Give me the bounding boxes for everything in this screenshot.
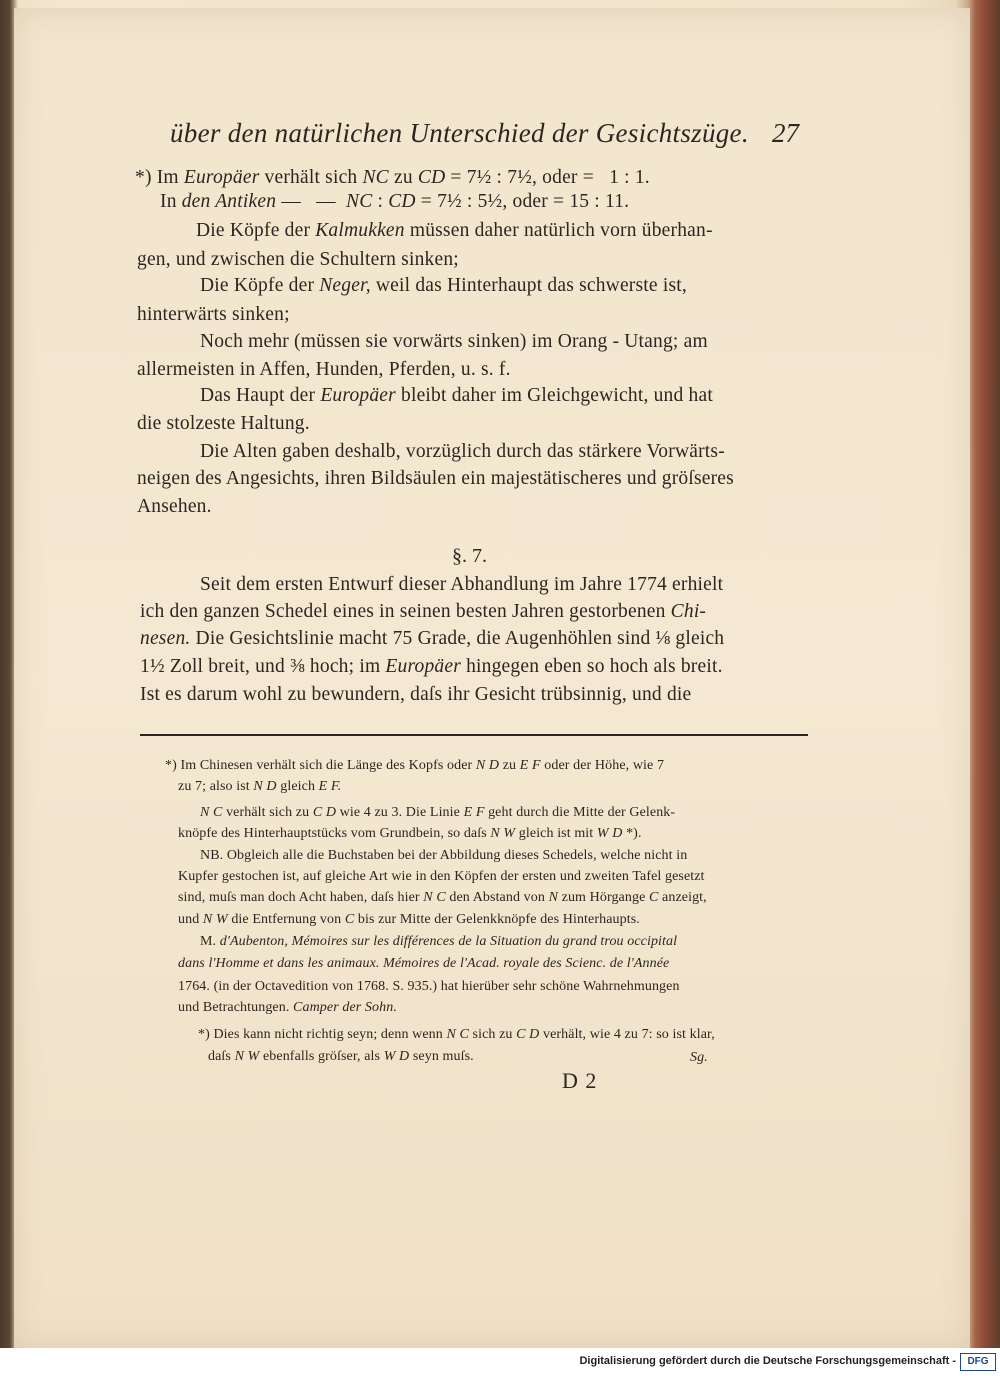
footnote-line: NB. Obgleich alle die Buchstaben bei der Abbildung dieses Schedels, welche nicht in xyxy=(200,848,688,863)
body-line: Noch mehr (müssen sie vorwärts sinken) im Orang - Utang; am xyxy=(200,331,708,352)
body-line: *) Im Europäer verhält sich NC zu CD = 7½ : 7½, oder = 1 : 1. xyxy=(135,167,650,188)
footnote-line: zu 7; also ist N D gleich E F. xyxy=(178,779,342,794)
dfg-logo-icon: DFG xyxy=(960,1353,996,1371)
section-line: ich den ganzen Schedel eines in seinen besten Jahren gestorbenen Chi- xyxy=(140,601,707,622)
running-title: über den natürlichen Unterschied der Gesichtszüge. xyxy=(170,118,749,148)
footnote-line: knöpfe des Hinterhauptstücks vom Grundbein, so daſs N W gleich ist mit W D *). xyxy=(178,826,642,841)
footnote-line: N C verhält sich zu C D wie 4 zu 3. Die Linie E F geht durch die Mitte der Gelenk- xyxy=(200,805,676,820)
footnote-line: und N W die Entfernung von C bis zur Mitte der Gelenkknöpfe des Hinterhaupts. xyxy=(178,912,640,927)
body-line: Ansehen. xyxy=(137,496,212,517)
footnote-line: *) Im Chinesen verhält sich die Länge des Kopfs oder N D zu E F oder der Höhe, wie 7 xyxy=(165,758,665,773)
section-line: nesen. Die Gesichtslinie macht 75 Grade, die Augenhöhlen sind ⅛ gleich xyxy=(140,628,725,649)
footer-credit: Digitalisierung gefördert durch die Deutsche Forschungsgemeinschaft - xyxy=(579,1355,956,1367)
footnote-line: M. d'Aubenton, Mémoires sur les différences de la Situation du grand trou occipital xyxy=(200,934,678,949)
footnote-line: daſs N W ebenfalls gröſser, als W D seyn muſs. xyxy=(208,1049,474,1064)
body-line: gen, und zwischen die Schultern sinken; xyxy=(137,249,459,270)
body-line: Das Haupt der Europäer bleibt daher im Gleichgewicht, und hat xyxy=(200,385,713,406)
body-line: Die Köpfe der Neger, weil das Hinterhaupt das schwerste ist, xyxy=(200,275,687,296)
body-line: hinterwärts sinken; xyxy=(137,304,290,325)
section-line: Seit dem ersten Entwurf dieser Abhandlung im Jahre 1774 erhielt xyxy=(200,574,724,595)
body-line: die stolzeste Haltung. xyxy=(137,413,310,434)
footnote-rule xyxy=(140,734,808,736)
section-line: Ist es darum wohl zu bewundern, daſs ihr Gesicht trübsinnig, und die xyxy=(140,684,692,705)
section-line: 1½ Zoll breit, und ⅜ hoch; im Europäer hingegen eben so hoch als breit. xyxy=(140,656,723,677)
page-number: 27 xyxy=(772,118,799,148)
footnote-signature: Sg. xyxy=(690,1050,708,1065)
footnote-line: Kupfer gestochen ist, auf gleiche Art wie in den Köpfen der ersten und zweiten Tafel gesetzt xyxy=(178,869,705,884)
footnote-line: 1764. (in der Octavedition von 1768. S. 935.) hat hierüber sehr schöne Wahrnehmungen xyxy=(178,979,680,994)
footnote-line: sind, muſs man doch Acht haben, daſs hier N C den Abstand von N zum Hörgange C anzeigt, xyxy=(178,890,707,905)
body-line: neigen des Angesichts, ihren Bildsäulen ein majestätischeres und gröſseres xyxy=(137,468,734,489)
section-heading: §. 7. xyxy=(452,545,487,567)
footnote-line: *) Dies kann nicht richtig seyn; denn wenn N C sich zu C D verhält, wie 4 zu 7: so ist klar, xyxy=(198,1027,715,1042)
signature-mark: D 2 xyxy=(562,1068,598,1093)
body-line: allermeisten in Affen, Hunden, Pferden, u. s. f. xyxy=(137,359,511,380)
body-line: In den Antiken — — NC : CD = 7½ : 5½, oder = 15 : 11. xyxy=(160,191,630,212)
footnote-line: und Betrachtungen. Camper der Sohn. xyxy=(178,1000,397,1015)
body-line: Die Alten gaben deshalb, vorzüglich durch das stärkere Vorwärts- xyxy=(200,441,725,462)
body-line: Die Köpfe der Kalmukken müssen daher natürlich vorn überhan- xyxy=(196,220,713,241)
footnote-line: dans l'Homme et dans les animaux. Mémoires de l'Acad. royale des Scienc. de l'Année xyxy=(178,956,670,971)
